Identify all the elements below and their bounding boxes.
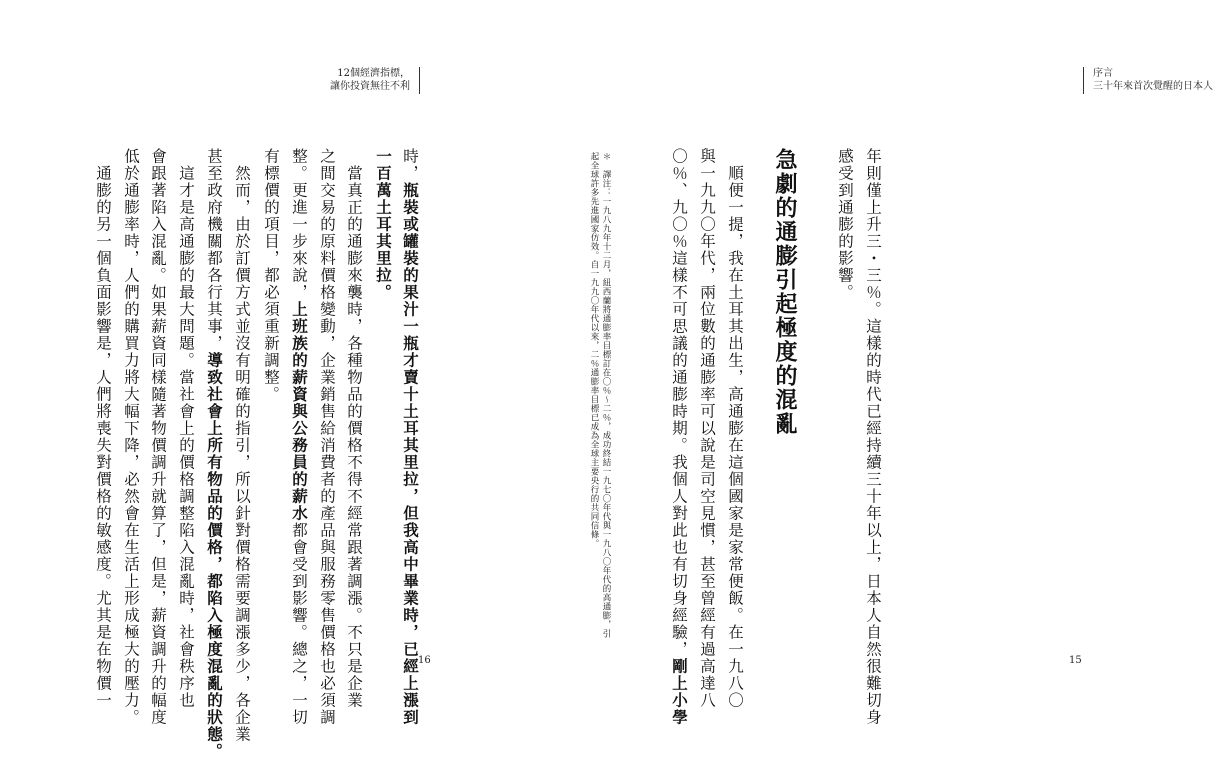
body-text: 之間交易的原料價格變動，企業銷售給消費者的產品與服務零售價格也必須調 bbox=[318, 148, 336, 726]
body-text: 通膨的另一個負面影響是，人們將喪失對價格的敏感度。尤其是在物價一 bbox=[94, 148, 112, 709]
body-text: 年則僅上升三・三％。這樣的時代已經持續三十年以上，日本人自然很難切身 bbox=[864, 148, 882, 726]
text-column bbox=[341, 148, 367, 709]
text-column bbox=[118, 148, 144, 726]
running-head-line: 讓你投資無往不利 bbox=[330, 81, 410, 92]
body-text: 有標價的項目，都必須重新調整。 bbox=[262, 148, 280, 403]
running-head-rule bbox=[419, 67, 420, 94]
text-column bbox=[90, 148, 116, 709]
left-running-head bbox=[320, 67, 410, 93]
text-column bbox=[258, 148, 284, 618]
text-column bbox=[860, 148, 886, 726]
bold-text: 瓶裝或罐裝的果汁一瓶才賣十土耳其里拉，但我高中畢業時，已經上漲到 bbox=[401, 182, 420, 726]
text-column bbox=[286, 148, 312, 726]
text-column bbox=[722, 148, 748, 709]
text-column bbox=[397, 148, 423, 726]
text-column bbox=[229, 148, 255, 743]
bold-text: 剛上小學 bbox=[670, 658, 689, 726]
body-text: 〇％、九〇％這樣不可思議的通膨時期。我個人對此也有切身經驗， bbox=[670, 148, 688, 658]
body-text: 這才是高通膨的最大問題。當社會上的價格調整陷入混亂時，社會秩序也 bbox=[177, 148, 195, 709]
translator-note: ＊ 譯注：一九八九年十二月，紐西蘭將通膨率目標訂在〇％〜二％，成功終結一九七〇年代與一九八〇年代的高通膨，引 bbox=[601, 152, 611, 638]
page-number: 16 bbox=[418, 655, 431, 666]
text-column bbox=[201, 148, 227, 760]
body-text: 順便一提，我在土耳其出生，高通膨在這個國家是家常便飯。在一九八〇 bbox=[726, 148, 744, 709]
translator-note: 起全球許多先進國家仿效。自一九九〇年代以來，二％通膨率目標已成為全球主要央行的共同信條。 bbox=[589, 152, 599, 548]
text-column bbox=[694, 148, 720, 709]
bold-text: 一百萬土耳其里拉。 bbox=[374, 148, 393, 301]
body-text: 都會受到影響。總之，一切 bbox=[290, 522, 308, 726]
text-column bbox=[145, 148, 171, 726]
bold-text: 導致社會上所有物品的價格，都陷入極度混亂的狀態。 bbox=[205, 352, 224, 760]
section-heading: 急劇的通膨引起極度的混亂 bbox=[772, 148, 798, 436]
body-text: 與一九九〇年代，兩位數的通膨率可以說是司空見慣，甚至曾經有過高達八 bbox=[698, 148, 716, 709]
right-page bbox=[500, 0, 1213, 726]
running-head-line: 12個經濟指標， bbox=[337, 68, 410, 79]
text-column bbox=[370, 148, 396, 618]
running-head-line: 三十年來首次覺醒的日本人 bbox=[1093, 81, 1213, 92]
text-column bbox=[173, 148, 199, 709]
page-number: 15 bbox=[1069, 655, 1082, 666]
body-text: 然而，由於訂價方式並沒有明確的指引，所以針對價格需要調漲多少，各企業 bbox=[233, 148, 251, 743]
running-head-rule bbox=[1083, 67, 1084, 94]
body-text: 當真正的通膨來襲時，各種物品的價格不得不經常跟著調漲。不只是企業 bbox=[345, 148, 363, 709]
body-text: 整。更進一步來說， bbox=[290, 148, 308, 301]
body-text: 低於通膨率時，人們的購買力將大幅下降，必然會在生活上形成極大的壓力。 bbox=[122, 148, 140, 726]
text-column bbox=[666, 148, 692, 726]
bold-text: 上班族的薪資與公務員的薪水 bbox=[290, 301, 309, 522]
left-page bbox=[0, 0, 500, 760]
body-text: 時， bbox=[401, 148, 419, 182]
text-column bbox=[832, 148, 858, 618]
body-text: 感受到通膨的影響。 bbox=[836, 148, 854, 301]
right-running-head bbox=[1093, 67, 1213, 93]
body-text: 會跟著陷入混亂。如果薪資同樣隨著物價調升就算了，但是，薪資調升的幅度 bbox=[149, 148, 167, 726]
text-column bbox=[314, 148, 340, 726]
running-head-line: 序言 bbox=[1093, 68, 1113, 79]
body-text: 甚至政府機關都各行其事， bbox=[205, 148, 223, 352]
